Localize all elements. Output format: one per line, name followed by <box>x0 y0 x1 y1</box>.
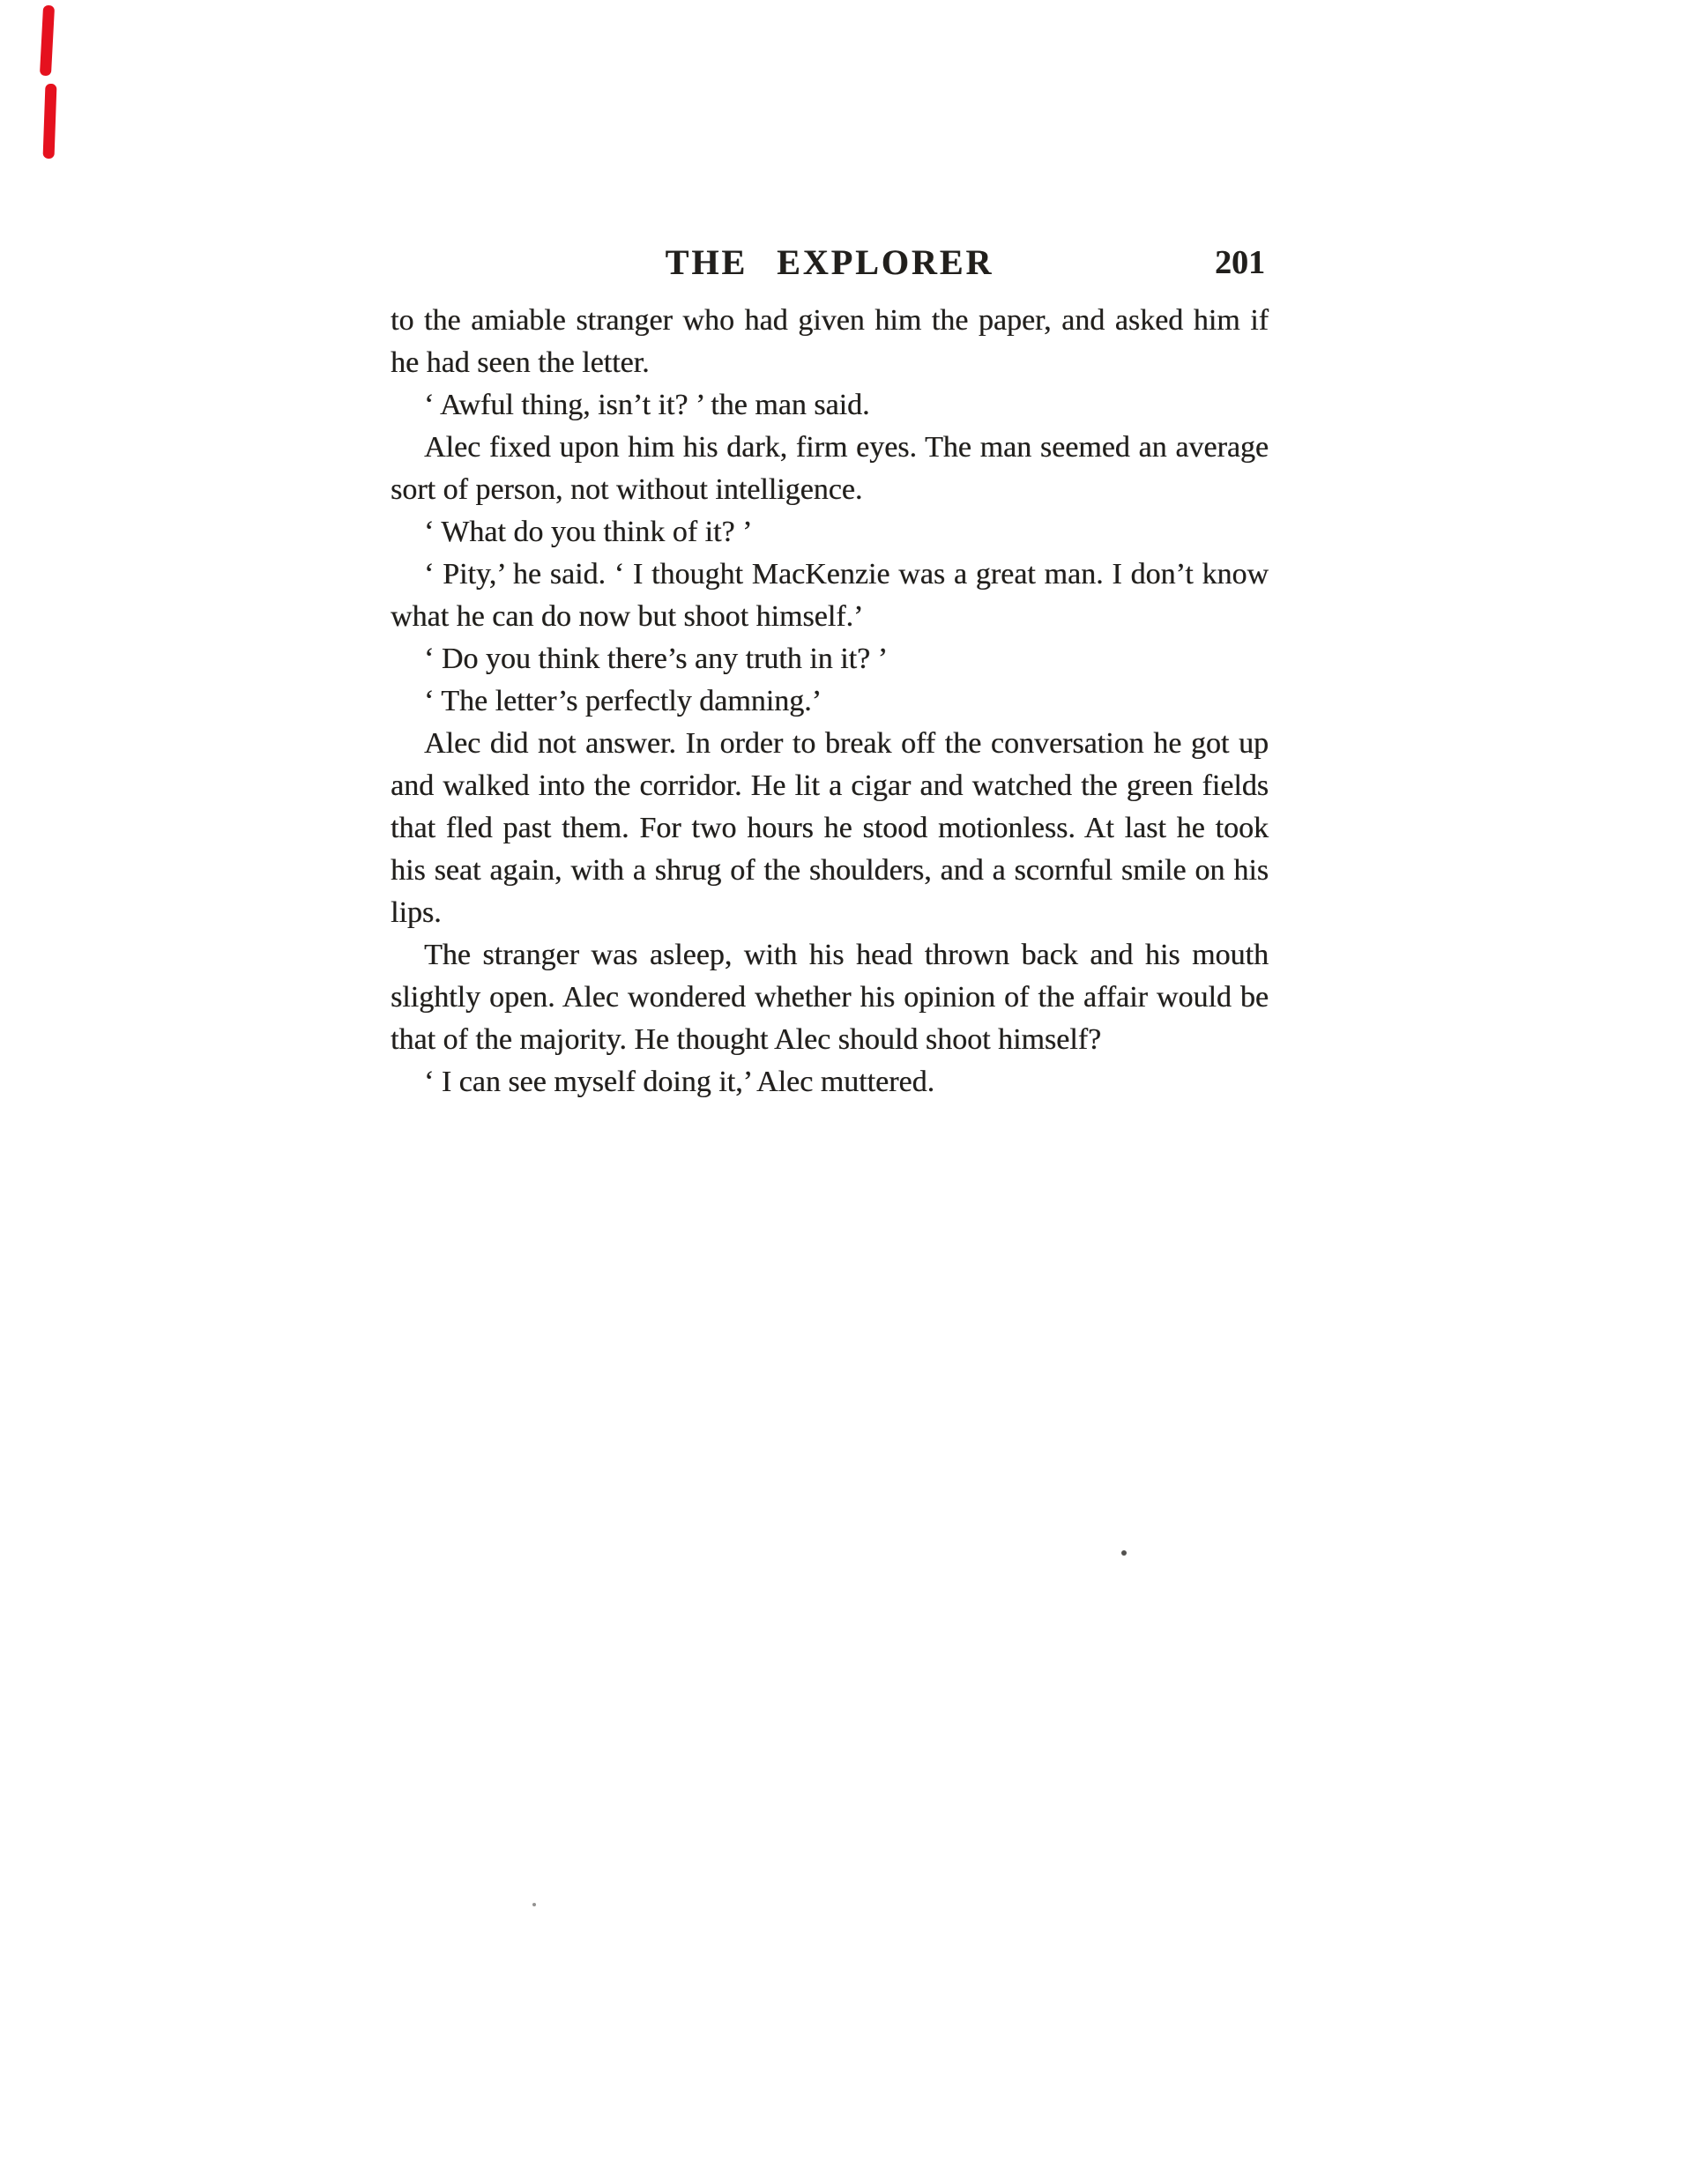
paragraph: ‘ The letter’s perfectly damning.’ <box>424 685 822 717</box>
red-scan-mark-bottom <box>43 84 57 159</box>
red-scan-mark-top <box>40 5 55 77</box>
text-column <box>391 240 1269 1103</box>
running-title: THE EXPLORER <box>665 242 994 282</box>
scan-speck <box>1121 1550 1127 1556</box>
scan-speck <box>532 1903 536 1906</box>
page-body <box>391 300 1269 1103</box>
paragraph: ‘ What do you think of it? ’ <box>424 516 753 548</box>
paragraph: ‘ Awful thing, isn’t it? ’ the man said. <box>424 389 870 421</box>
page-header <box>391 240 1269 286</box>
paragraph: ‘ I can see myself doing it,’ Alec muttered. <box>424 1066 935 1098</box>
page-number: 201 <box>1215 244 1265 281</box>
paragraph: Alec fixed upon him his dark, firm eyes. The man seemed an average sort of person, not without intelligence. <box>391 431 1269 506</box>
paragraph: Alec did not answer. In order to break off the conversation he got up and walked into the corridor. He lit a cigar and watched the green fields that fled past them. For two hours he stood motionless. At last he took his seat again, with a shrug of the shoulders, and a scornful smile on his lips. <box>391 727 1269 929</box>
paragraph: The stranger was asleep, with his head thrown back and his mouth slightly open. Alec wondered whether his opinion of the affair would be that of the majority. He thought Alec should shoot himself? <box>391 939 1269 1056</box>
paragraph: ‘ Pity,’ he said. ‘ I thought MacKenzie was a great man. I don’t know what he can do now but shoot himself.’ <box>391 558 1269 633</box>
paragraph: to the amiable stranger who had given him the paper, and asked him if he had seen the letter. <box>391 304 1269 379</box>
paragraph: ‘ Do you think there’s any truth in it? ’ <box>424 643 888 675</box>
